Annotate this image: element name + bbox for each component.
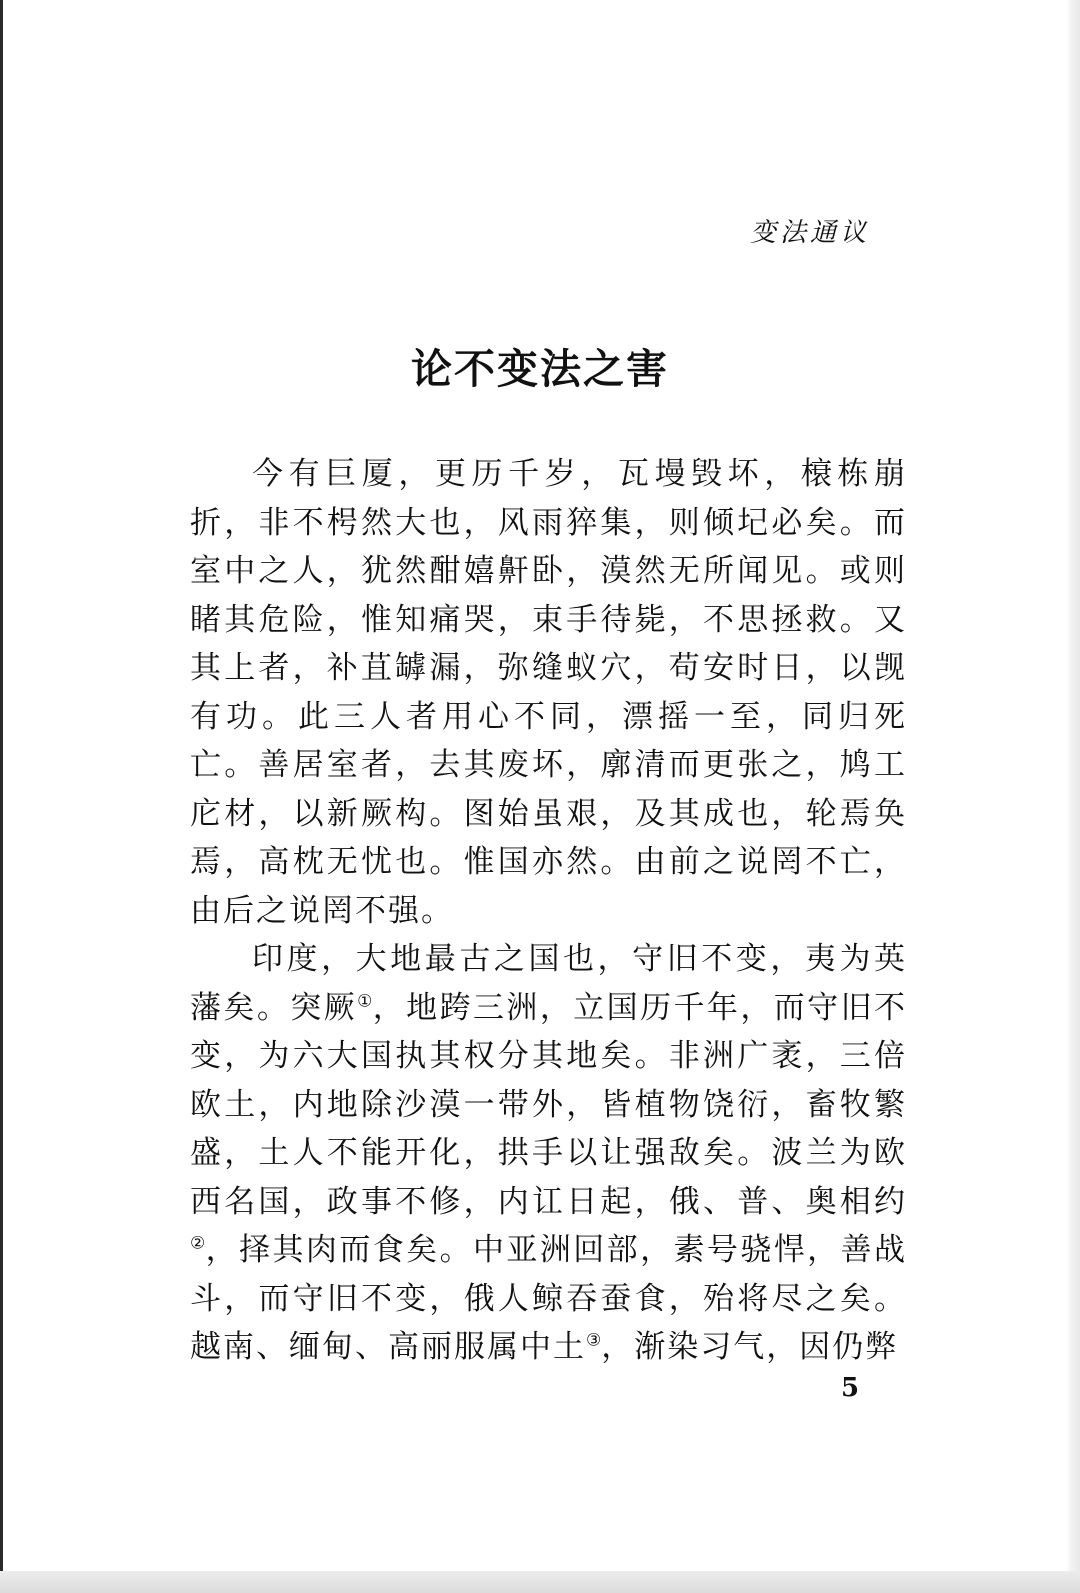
- bottom-scroll-strip: [0, 1571, 1080, 1593]
- paragraph-1: 今有巨厦，更历千岁，瓦墁毁坏，榱栋崩折，非不枵然大也，风雨猝集，则倾圮必矣。而室中之人，犹然酣嬉鼾卧，漠然无所闻见。或则睹其危险，惟知痛哭，束手待毙，不思拯救。又其上者，补苴罅漏，弥缝蚁穴，苟安时日，以觊有功。此三人者用心不同，漂摇一至，同归死亡。善居室者，去其废坏，廓清而更张之，鸠工庀材，以新厥构。图始虽艰，及其成也，轮焉奂焉，高枕无忧也。惟国亦然。由前之说罔不亡，由后之说罔不强。: [190, 456, 907, 929]
- paragraph-2: [190, 935, 907, 1372]
- footnote-marker-3[interactable]: ③: [586, 1330, 602, 1351]
- paragraph-2-segment: ，地跨三洲，立国历千年，而守旧不变，为六大国执其权分其地矣。非洲广袤，三倍欧土，内地除沙漠一带外，皆植物饶衍，畜牧繁盛，土人不能开化，拱手以让强敌矣。波兰为欧西名国，政事不修，内讧日起，俄、普、奥相约: [190, 989, 908, 1220]
- paragraph-2-segment: 印度，大地最古之国也，守旧不变，夷为英藩矣。突厥: [190, 941, 907, 1026]
- paragraph-2-segment: ，渐染习气，因仍弊: [601, 1329, 899, 1365]
- page-left-edge: [0, 0, 3, 1593]
- footnote-marker-2[interactable]: ②: [190, 1233, 206, 1254]
- footnote-marker-1[interactable]: ①: [357, 991, 373, 1012]
- running-header: 变法通议: [749, 218, 870, 248]
- body-text: [190, 450, 907, 1372]
- page-number: 5: [840, 1373, 860, 1403]
- chapter-title: 论不变法之害: [411, 345, 669, 393]
- paragraph-2-segment: ，择其肉而食矣。中亚洲回部，素号骁悍，善战斗，而守旧不变，俄人鲸吞蚕食，殆将尽之矣。越南、缅甸、高丽服属中土: [190, 1232, 908, 1365]
- page-right-edge: [1066, 0, 1080, 1593]
